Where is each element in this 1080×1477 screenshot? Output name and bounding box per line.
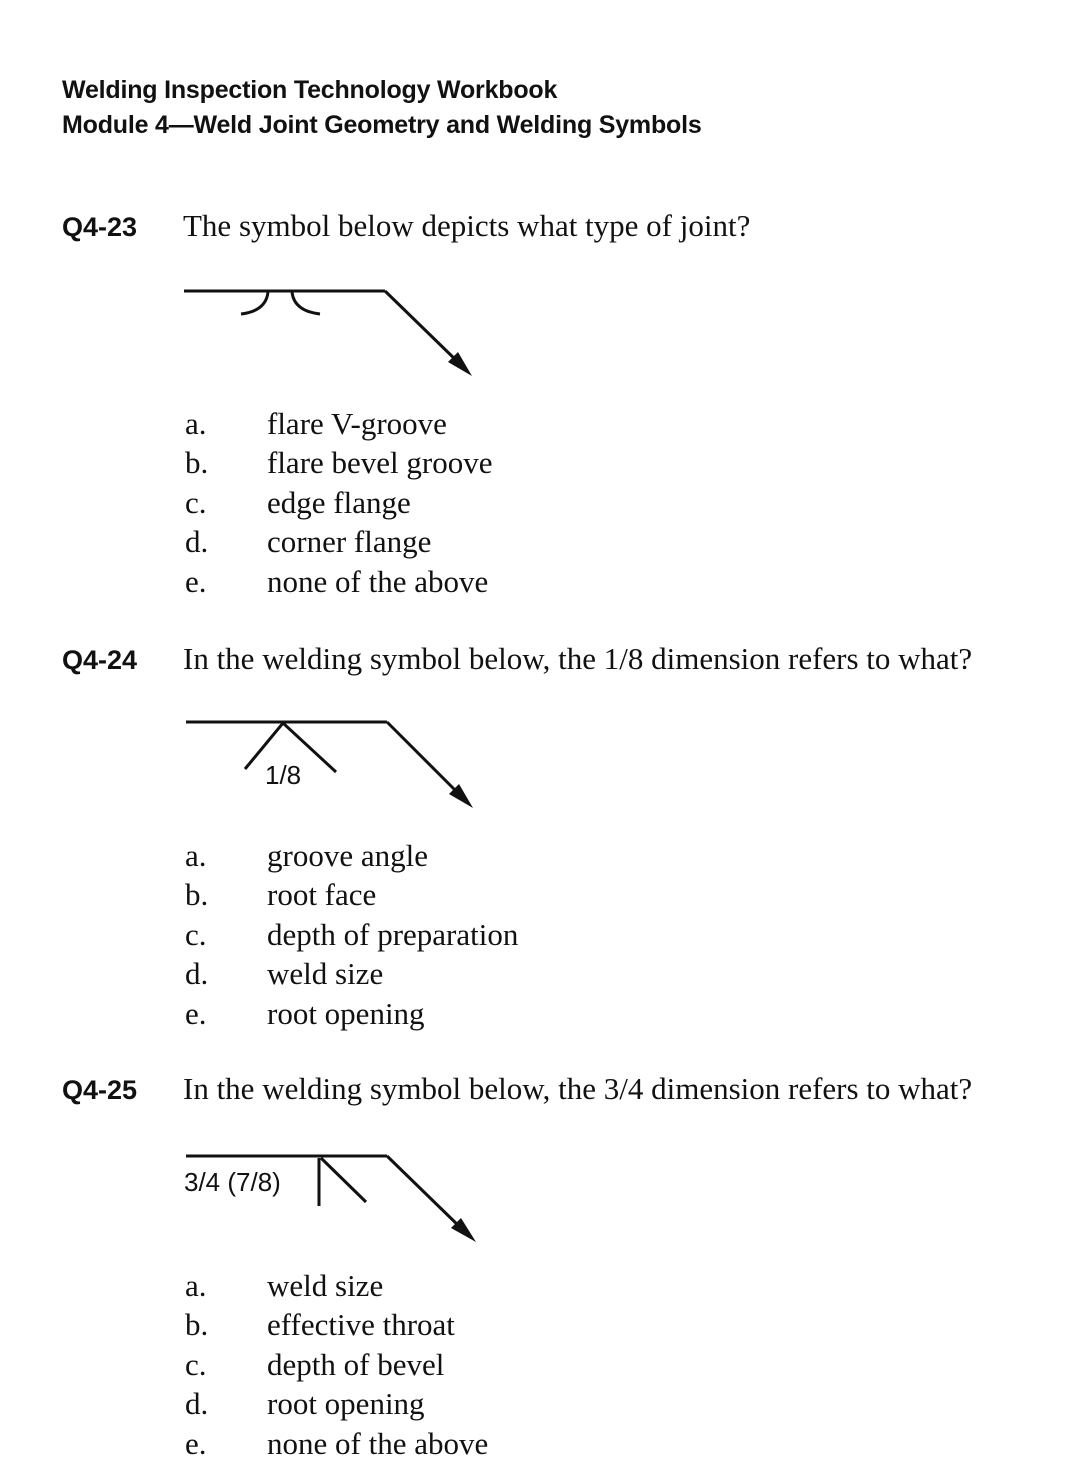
choice-text: none of the above xyxy=(267,1425,489,1461)
choice-text: edge flange xyxy=(267,484,411,520)
choice-list xyxy=(185,404,493,602)
choice-letter: b. xyxy=(185,1307,209,1343)
choice-text: none of the above xyxy=(267,563,489,599)
arrow-line xyxy=(387,1156,463,1230)
choice-e[interactable] xyxy=(185,1424,488,1464)
choice-text: groove angle xyxy=(267,837,428,873)
choice-d[interactable] xyxy=(185,955,518,995)
choice-c[interactable] xyxy=(185,915,518,955)
choice-letter: c. xyxy=(185,1346,207,1382)
document-header xyxy=(62,73,702,143)
choice-list xyxy=(185,1266,488,1464)
groove-dimension-label: 1/8 xyxy=(265,760,302,790)
arrow-line xyxy=(385,291,460,364)
question-number: Q4-25 xyxy=(62,1075,138,1105)
choice-letter: e. xyxy=(185,563,207,599)
module-title: Module 4—Weld Joint Geometry and Welding Symbols xyxy=(62,111,702,139)
choice-letter: a. xyxy=(185,1267,207,1303)
choice-d[interactable] xyxy=(185,523,493,563)
choice-letter: c. xyxy=(185,484,207,520)
choice-letter: c. xyxy=(185,916,207,952)
choice-list xyxy=(185,836,518,1034)
arrow-line xyxy=(387,722,461,796)
choice-b[interactable] xyxy=(185,444,493,484)
flare-groove-symbol xyxy=(0,280,1080,390)
choice-letter: b. xyxy=(185,445,209,481)
choice-text: depth of bevel xyxy=(267,1346,445,1382)
choice-a[interactable] xyxy=(185,1266,488,1306)
choice-c[interactable] xyxy=(185,1345,488,1385)
choice-text: root opening xyxy=(267,1386,425,1422)
choice-letter: d. xyxy=(185,956,209,992)
flare-right-curve xyxy=(292,292,320,314)
choice-text: root face xyxy=(267,877,377,913)
choice-b[interactable] xyxy=(185,1306,488,1346)
choice-e[interactable] xyxy=(185,562,493,602)
choice-text: flare V-groove xyxy=(267,405,447,441)
choice-letter: d. xyxy=(185,1386,209,1422)
question-text: In the welding symbol below, the 3/4 dimension refers to what? xyxy=(183,1071,973,1106)
choice-letter: d. xyxy=(185,524,209,560)
choice-a[interactable] xyxy=(185,404,493,444)
choice-text: root opening xyxy=(267,995,425,1031)
choice-d[interactable] xyxy=(185,1385,488,1425)
choice-e[interactable] xyxy=(185,994,518,1034)
question-number: Q4-24 xyxy=(62,645,138,675)
choice-b[interactable] xyxy=(185,876,518,916)
choice-c[interactable] xyxy=(185,483,493,523)
choice-text: corner flange xyxy=(267,524,432,560)
choice-text: weld size xyxy=(267,956,384,992)
choice-a[interactable] xyxy=(185,836,518,876)
choice-letter: e. xyxy=(185,1425,207,1461)
choice-letter: a. xyxy=(185,405,207,441)
choice-text: depth of preparation xyxy=(267,916,519,952)
workbook-title: Welding Inspection Technology Workbook xyxy=(62,76,558,104)
v-groove-symbol xyxy=(0,710,1080,820)
weld-dimension-label: 3/4 (7/8) xyxy=(184,1167,281,1197)
choice-letter: b. xyxy=(185,877,209,913)
question-text: The symbol below depicts what type of joint? xyxy=(183,208,751,243)
bevel-mark xyxy=(319,1158,366,1206)
question-text: In the welding symbol below, the 1/8 dimension refers to what? xyxy=(183,641,973,676)
question-number: Q4-23 xyxy=(62,212,138,242)
choice-text: weld size xyxy=(267,1267,384,1303)
bevel-groove-symbol xyxy=(0,1145,1080,1255)
flare-left-curve xyxy=(241,292,268,314)
choice-letter: a. xyxy=(185,837,207,873)
choice-letter: e. xyxy=(185,995,207,1031)
choice-text: flare bevel groove xyxy=(267,445,493,481)
choice-text: effective throat xyxy=(267,1307,455,1343)
